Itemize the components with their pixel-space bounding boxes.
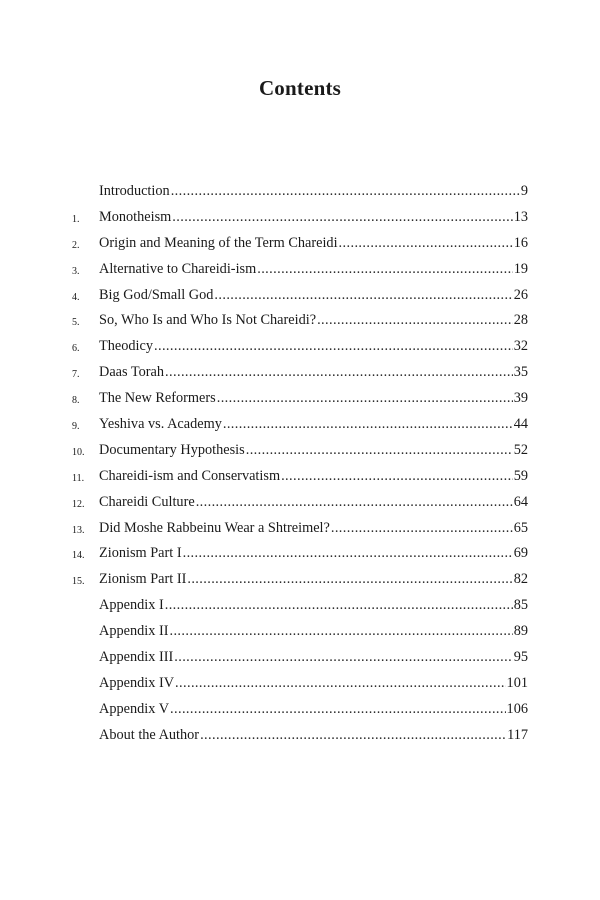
toc-entry <box>72 673 528 699</box>
chapter-number: 3. <box>72 265 80 277</box>
page-number: 59 <box>513 467 528 484</box>
chapter-title: Daas Torah <box>99 364 165 381</box>
page-number: 101 <box>506 674 528 691</box>
chapter-title: Big God/Small God <box>99 286 214 303</box>
toc-entry <box>72 492 528 518</box>
chapter-title: Introduction <box>99 183 170 199</box>
toc-entry <box>72 440 528 466</box>
page-number: 19 <box>513 260 528 277</box>
chapter-number: 9. <box>72 421 80 433</box>
chapter-title: Theodicy <box>99 338 153 355</box>
dot-leader <box>165 595 513 615</box>
toc-entry-line <box>99 595 528 615</box>
page-number: 13 <box>513 208 528 225</box>
dot-leader <box>281 466 513 486</box>
page-number: 117 <box>507 726 528 743</box>
toc-entry-line <box>99 569 528 589</box>
chapter-number: 7. <box>72 369 80 381</box>
dot-leader <box>317 310 513 330</box>
page-number: 69 <box>513 545 528 562</box>
page-number: 65 <box>513 519 528 536</box>
page-number: 9 <box>520 183 528 199</box>
chapter-title: Zionism Part II <box>99 571 187 588</box>
page-number: 16 <box>513 234 528 251</box>
page-number: 35 <box>513 364 528 381</box>
toc-entry <box>72 621 528 647</box>
dot-leader <box>196 492 513 512</box>
toc-entry <box>72 543 528 569</box>
toc-entry-line <box>99 647 528 667</box>
toc-entry <box>72 569 528 595</box>
toc-entry <box>72 518 528 544</box>
chapter-number: 14. <box>72 550 85 562</box>
page-number: 64 <box>513 493 528 510</box>
chapter-title: Zionism Part I <box>99 545 182 562</box>
toc-entry-line <box>99 336 528 356</box>
page-title: Contents <box>258 76 342 100</box>
dot-leader <box>214 285 512 305</box>
dot-leader <box>339 233 513 253</box>
dot-leader <box>169 621 512 641</box>
page-number: 28 <box>513 312 528 329</box>
dot-leader <box>187 569 512 589</box>
toc-entry <box>72 725 528 751</box>
toc-entry-line <box>99 466 528 486</box>
chapter-number: 5. <box>72 317 80 329</box>
chapter-number: 8. <box>72 395 80 407</box>
toc-entry-line <box>99 181 528 201</box>
chapter-number: 10. <box>72 446 85 458</box>
toc-entry-line <box>99 233 528 253</box>
chapter-title: Chareidi Culture <box>99 493 195 510</box>
chapter-title: Chareidi-ism and Conservatism <box>99 467 281 484</box>
page-number: 32 <box>513 338 528 355</box>
toc-entry-line <box>99 621 528 641</box>
chapter-number: 1. <box>72 213 80 225</box>
chapter-number: 13. <box>72 524 85 536</box>
toc-entry <box>72 336 528 362</box>
chapter-number: 4. <box>72 291 80 303</box>
toc-entry <box>72 207 528 233</box>
chapter-title: About the Author <box>99 726 200 743</box>
chapter-title: So, Who Is and Who Is Not Chareidi? <box>99 312 317 329</box>
dot-leader <box>171 181 520 201</box>
toc-entry-line <box>99 725 528 745</box>
toc-entry <box>72 362 528 388</box>
dot-leader <box>183 543 513 563</box>
toc-entry-line <box>99 259 528 279</box>
toc-entry-line <box>99 492 528 512</box>
chapter-title: Appendix III <box>99 649 174 666</box>
dot-leader <box>154 336 513 356</box>
chapter-title: Appendix I <box>99 597 164 614</box>
toc-entry-line <box>99 285 528 305</box>
chapter-title: Appendix V <box>99 700 170 717</box>
chapter-title: Alternative to Chareidi-ism <box>99 260 257 277</box>
dot-leader <box>175 673 506 693</box>
dot-leader <box>165 362 513 382</box>
dot-leader <box>246 440 513 460</box>
toc-entry <box>72 181 528 207</box>
page-number: 106 <box>506 700 528 717</box>
toc-entry <box>72 233 528 259</box>
dot-leader <box>217 388 513 408</box>
page-number: 52 <box>513 441 528 458</box>
toc-entry <box>72 259 528 285</box>
table-of-contents <box>72 181 528 751</box>
toc-entry-line <box>99 440 528 460</box>
page-number: 89 <box>513 623 528 640</box>
page-number: 85 <box>513 597 528 614</box>
page-number: 95 <box>513 649 528 666</box>
chapter-number: 12. <box>72 498 85 510</box>
toc-entry <box>72 595 528 621</box>
chapter-title: Appendix II <box>99 623 169 640</box>
page-number: 44 <box>513 416 528 433</box>
page-number: 82 <box>513 571 528 588</box>
dot-leader <box>200 725 506 745</box>
page-number: 26 <box>513 286 528 303</box>
chapter-title: Monotheism <box>99 208 172 225</box>
chapter-title: Documentary Hypothesis <box>99 441 245 458</box>
dot-leader <box>172 207 512 227</box>
chapter-title: Yeshiva vs. Academy <box>99 416 222 433</box>
toc-entry-line <box>99 414 528 434</box>
toc-entry <box>72 647 528 673</box>
toc-entry-line <box>99 362 528 382</box>
toc-entry <box>72 699 528 725</box>
page-number: 39 <box>513 390 528 407</box>
toc-entry-line <box>99 518 528 538</box>
chapter-number: 15. <box>72 576 85 588</box>
chapter-number: 6. <box>72 343 80 355</box>
chapter-title: Did Moshe Rabbeinu Wear a Shtreimel? <box>99 519 330 536</box>
chapter-title: The New Reformers <box>99 390 216 407</box>
toc-entry-line <box>99 388 528 408</box>
dot-leader <box>257 259 512 279</box>
toc-entry-line <box>99 207 528 227</box>
toc-entry <box>72 310 528 336</box>
chapter-number: 2. <box>72 239 80 251</box>
toc-entry <box>72 388 528 414</box>
toc-entry <box>72 285 528 311</box>
chapter-title: Origin and Meaning of the Term Chareidi <box>99 234 338 251</box>
dot-leader <box>331 518 513 538</box>
dot-leader <box>174 647 512 667</box>
dot-leader <box>223 414 513 434</box>
toc-entry-line <box>99 543 528 563</box>
chapter-title: Appendix IV <box>99 674 175 691</box>
dot-leader <box>170 699 506 719</box>
toc-entry-line <box>99 673 528 693</box>
toc-entry <box>72 466 528 492</box>
toc-entry <box>72 414 528 440</box>
chapter-number: 11. <box>72 472 85 484</box>
toc-entry-line <box>99 310 528 330</box>
toc-entry-line <box>99 699 528 719</box>
